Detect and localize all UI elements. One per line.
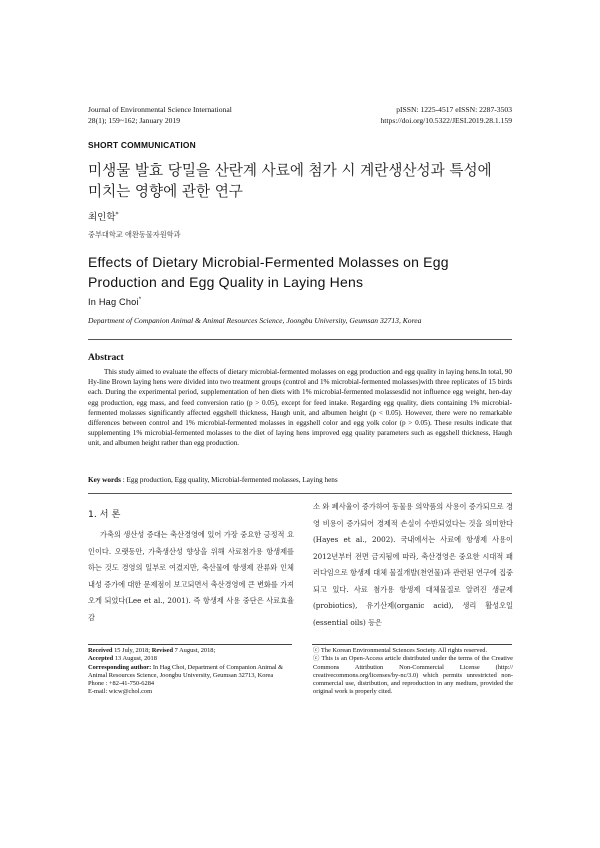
abstract-heading: Abstract [88, 352, 124, 363]
corresponding-label: Corresponding author: [88, 663, 152, 671]
corresponding-details: In Hag Choi, Department of Companion Animal & Animal Resources Science, Joongbu University, Geumsan 32713, Korea [88, 663, 284, 679]
korean-title-line-2: 미치는 영향에 관한 연구 [88, 183, 243, 200]
corresponding-mark: * [115, 210, 119, 218]
email-line[interactable]: E-mail: wicw@chol.com [88, 688, 153, 696]
keywords [88, 476, 512, 484]
journal-header-right [381, 104, 513, 126]
received-date: 15 July, 2018; [114, 647, 151, 654]
korean-author-name: 최인학 [88, 212, 116, 223]
korean-title-line-1: 미생물 발효 당밀을 산란계 사료에 첨가 시 계란생산성과 특성에 [88, 162, 492, 179]
korean-affiliation: 중부대학교 애완동물자원학과 [88, 230, 181, 239]
journal-volume: 28(1); 159~162; January 2019 [88, 116, 181, 125]
corresponding-mark-en: * [138, 297, 142, 303]
english-title-line-2: Production and Egg Quality in Laying Hens [88, 274, 364, 290]
received-label: Received [88, 647, 113, 654]
accepted-label: Accepted [88, 655, 114, 663]
accepted-date: 13 August, 2018 [114, 655, 157, 663]
english-author-name: In Hag Choi [88, 297, 139, 308]
corresponding-author-line [88, 664, 294, 681]
english-affiliation: Department of Companion Animal & Animal Resources Science, Joongbu University, Geumsan 32713, Korea [88, 316, 422, 325]
article-history-footnote [88, 647, 294, 697]
accepted-line [88, 655, 294, 663]
header-divider [88, 339, 512, 340]
footnote-divider-left [88, 644, 292, 645]
footnote-divider-right [312, 644, 512, 645]
copyright-line: ⓒ The Korean Environmental Sciences Society. All rights reserved. [313, 647, 488, 654]
body-left-column: 가축의 생산성 증대는 축산경영에 있어 가장 중요한 긍정적 요인이다. 오랫동안, 가축생산성 향상을 위해 사료첨가용 항생제를 하는 것도 경영의 일부로 여겼지만, 축산물에 항생제 잔류와 인체 내성 증가에 대한 문제점이 보고되면서 축산경영에 큰 변화를 가져오게 되었다(Lee et al., 2001). 즉 항생제 사용 중단은 사료효율 감 [88, 530, 294, 622]
keywords-label: Key words [88, 476, 121, 484]
license-text: ⓒ This is an Open-Access article distributed under the terms of the Creative Commons Attribution Non-Commercial License (http:// creativecommons.org/licenses/by-nc/3.0) which permits unrestricted non-commercial use, distribution, and reproduction in any medium, provided the original work is properly cited. [313, 655, 513, 696]
license-footnote [313, 647, 513, 697]
introduction-heading: 1. 서 론 [88, 509, 121, 520]
journal-header-left [88, 104, 232, 126]
english-author [88, 297, 141, 307]
abstract-divider [88, 493, 512, 494]
article-type-label: SHORT COMMUNICATION [88, 140, 196, 150]
korean-author [88, 209, 119, 223]
revised-label: Revised [151, 647, 174, 654]
abstract-text: This study aimed to evaluate the effects of dietary microbial-fermented molasses on egg production and egg quality in laying hens.In total, 90 Hy-line Brown laying hens were divided into two treatment groups (control and 1% microbial-fermented molasses)with three replicates of 15 birds each. During the experimental period, supplementation of hen diets with 1% microbial-fermented molassesdid not influence egg weight, hen-day egg production, egg mass, and feed conversion ratio (p > 0.05), except for feed intake. Regarding egg quality, diets containing 1% microbial-fermented molasses significantly affected eggshell thickness, Haugh unit, and albumen height (p < 0.05). However, there were no remarkable differences between control and 1% microbial-fermented molasses in eggshell color and egg yolk color (p > 0.05). These results indicate that supplementing 1% microbial-fermented molasses to the diet of laying hens improved egg quality parameters such as eggshell thickness, Haugh unit, and albumen height rather than egg production. [88, 368, 512, 448]
received-revised-line [88, 647, 294, 655]
journal-name: Journal of Environmental Science International [88, 105, 232, 114]
keywords-list: : Egg production, Egg quality, Microbial-fermented molasses, Laying hens [122, 476, 338, 484]
issn-line: pISSN: 1225-4517 eISSN: 2287-3503 [396, 105, 512, 114]
korean-title [88, 160, 528, 202]
doi-link[interactable]: https://doi.org/10.5322/JESI.2019.28.1.159 [380, 116, 512, 125]
english-title [88, 252, 518, 292]
phone-line: Phone : +82-41-750-6284 [88, 680, 155, 688]
body-right-column: 소 와 폐사율이 증가하여 동물용 의약품의 사용이 증가되므로 경영 비용이 증가되어 경제적 손실이 수반되었다는 것을 의미한다(Hayes et al., 2002). 국내에서는 사료에 항생제 사용이 2012년부터 전면 금지됨에 따라, 축산경영은 중요한 시대적 패러다임으로 항생제 대체 물질개발(천연물)과 관련된 연구에 집중되고 있다. 사료 첨가용 항생제 대체물질로 알려진 생균제(probiotics), 유기산제(organic acid), 생리 활성오일(essential oils) 등은 [313, 502, 513, 627]
english-title-line-1: Effects of Dietary Microbial-Fermented Molasses on Egg [88, 254, 449, 270]
revised-date: 7 August, 2018; [174, 647, 216, 654]
